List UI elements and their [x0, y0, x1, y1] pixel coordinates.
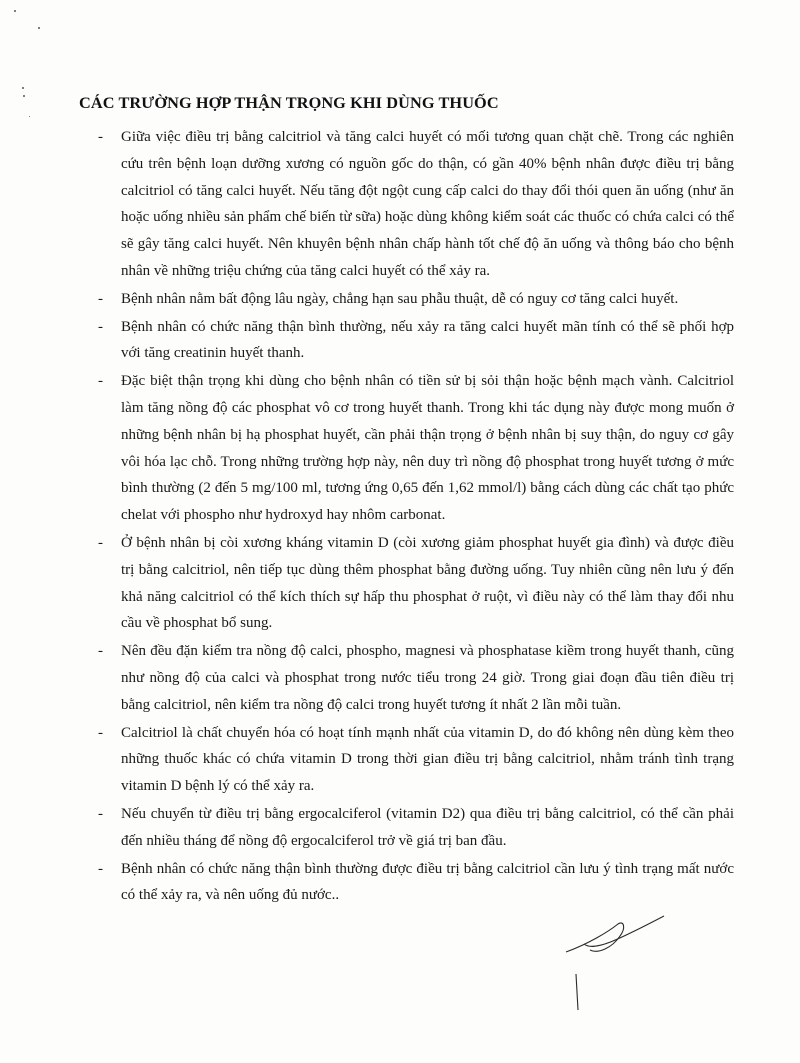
list-item-text: Giữa việc điều trị bằng calcitriol và tăng calci huyết có mối tương quan chặt chẽ. Trong các nghiên cứu trên bệnh loạn dưỡng xương có nguồn gốc do thận, có gần 40% bệnh nhân được điều trị bằng calcitriol có tăng calci huyết. Nếu tăng đột ngột cung cấp calci do thay đổi thói quen ăn uống (như ăn hoặc uống nhiều sản phẩm chế biến từ sữa) hoặc dùng không kiểm soát các thuốc có chứa calci có thể sẽ gây tăng calci huyết. Nên khuyên bệnh nhân chấp hành tốt chế độ ăn uống và thông báo cho bệnh nhân về những triệu chứng của tăng calci huyết có thể xảy ra. — [121, 129, 734, 279]
handwritten-signature — [560, 914, 670, 1014]
list-item — [98, 720, 734, 800]
bullet-dash: - — [98, 534, 103, 551]
list-item-text: Đặc biệt thận trọng khi dùng cho bệnh nhân có tiền sử bị sỏi thận hoặc bệnh mạch vành. Calcitriol làm tăng nồng độ các phosphat vô cơ trong huyết thanh. Trong khi tác dụng này được mong muốn ở những bệnh nhân bị hạ phosphat huyết, cần phải thận trọng ở bệnh nhân bị suy thận, do nguy cơ gây vôi hóa lạc chỗ. Trong những trường hợp này, nên duy trì nồng độ phosphat trong huyết tương ở mức bình thường (2 đến 5 mg/100 ml, tương ứng 0,65 đến 1,62 mmol/l) bằng cách dùng các chất tạo phức chelat với phospho như hydroxyd hay nhôm carbonat. — [121, 373, 734, 524]
list-item — [98, 856, 734, 910]
scan-speck — [23, 95, 25, 97]
bullet-dash: - — [98, 373, 103, 390]
list-item-text: Nếu chuyển từ điều trị bằng ergocalciferol (vitamin D2) qua điều trị bằng calcitriol, có thể cần phải đến nhiều tháng để nồng độ ergocalciferol trở về giá trị ban đầu. — [121, 805, 734, 849]
list-item — [98, 530, 734, 637]
list-item-text: Ở bệnh nhân bị còi xương kháng vitamin D (còi xương giảm phosphat huyết gia đình) và được điều trị bằng calcitriol, nên tiếp tục dùng thêm phosphat bằng đường uống. Tuy nhiên cũng nên lưu ý đến khả năng calcitriol có thể kích thích sự hấp thu phosphat ở ruột, vì điều này có thể làm thay đổi nhu cầu về phosphat bổ sung. — [121, 534, 734, 632]
bullet-dash: - — [98, 129, 103, 145]
scan-speck — [14, 10, 16, 12]
section-heading: CÁC TRƯỜNG HỢP THẬN TRỌNG KHI DÙNG THUỐC — [79, 93, 499, 112]
scan-speck — [22, 87, 24, 89]
scan-speck — [29, 116, 30, 117]
bullet-dash: - — [98, 290, 103, 307]
list-item — [98, 801, 734, 855]
list-item — [98, 638, 734, 718]
list-item-text: Calcitriol là chất chuyển hóa có hoạt tính mạnh nhất của vitamin D, do đó không nên dùng kèm theo những thuốc khác có chứa vitamin D trong thời gian điều trị bằng calcitriol, nhằm tránh tình trạng vitamin D bệnh lý có thể xảy ra. — [121, 724, 734, 795]
list-item-text: Bệnh nhân có chức năng thận bình thường được điều trị bằng calcitriol cần lưu ý tình trạng mất nước có thể xảy ra, và nên uống đủ nước.. — [121, 860, 734, 904]
list-item-text: Nên đều đặn kiểm tra nồng độ calci, phospho, magnesi và phosphatase kiềm trong huyết thanh, cũng như nồng độ của calci và phosphat trong nước tiểu trong 24 giờ. Trong giai đoạn đầu tiên điều trị bằng calcitriol, nên kiểm tra nồng độ calci trong huyết tương ít nhất 2 lần mỗi tuần. — [121, 643, 734, 713]
bullet-dash: - — [98, 643, 103, 660]
bullet-dash: - — [98, 805, 103, 822]
list-item — [98, 286, 734, 313]
list-item — [98, 368, 734, 529]
bullet-dash: - — [98, 860, 103, 877]
caution-list — [98, 124, 734, 910]
list-item-text: Bệnh nhân nằm bất động lâu ngày, chẳng hạn sau phẫu thuật, dễ có nguy cơ tăng calci huyết. — [121, 290, 679, 307]
list-item-text: Bệnh nhân có chức năng thận bình thường, nếu xảy ra tăng calci huyết mãn tính có thể sẽ phối hợp với tăng creatinin huyết thanh. — [121, 318, 734, 362]
list-item — [98, 314, 734, 368]
bullet-dash: - — [98, 724, 103, 741]
bullet-dash: - — [98, 318, 103, 335]
list-item — [98, 124, 734, 285]
scan-speck — [38, 27, 40, 29]
